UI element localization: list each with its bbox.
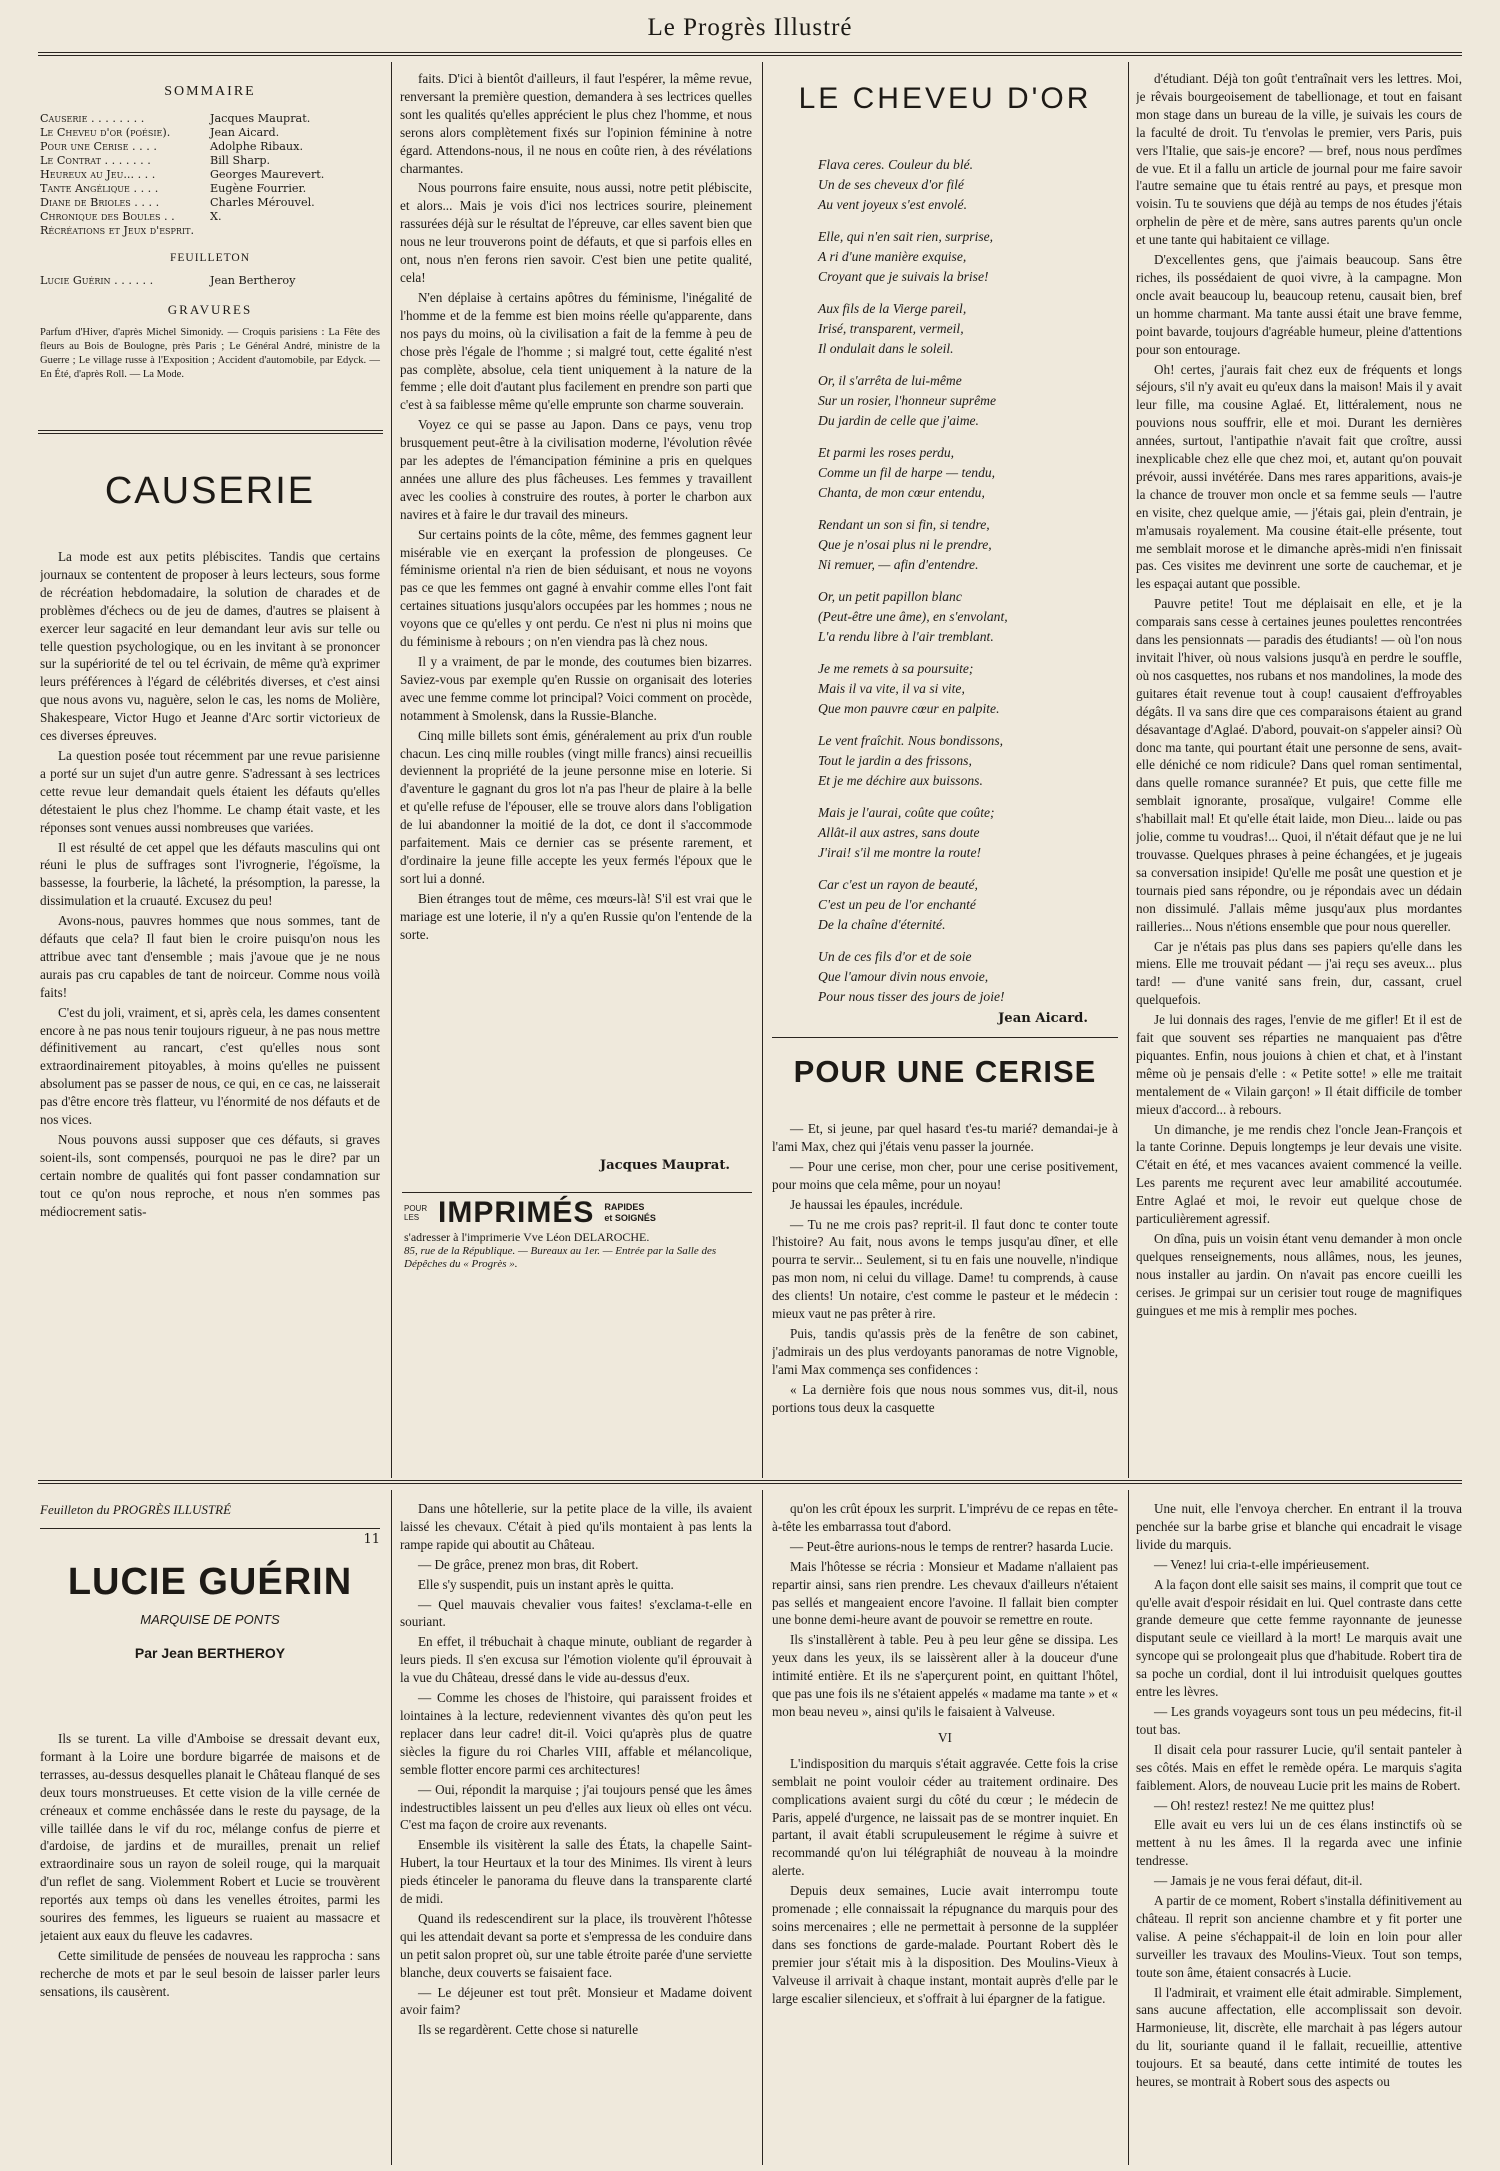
- sommaire-entry: Causerie . . . . . . . . Jacques Mauprat.: [40, 112, 311, 125]
- poem-line: Que je n'osai plus ni le prendre,: [818, 537, 992, 552]
- poem-line: Que l'amour divin nous envoie,: [818, 969, 989, 984]
- paragraph: d'étudiant. Déjà ton goût t'entraînait vers les lettres. Moi, je rêvais bourgeoisement de tabellionage, et tout en faisant mon stage dans un bureau de la ville, je suivais les cours de la faculté de droit. Tu t'envolas le premier, vers Paris, puis vers l'Italie, que sais-je encore? — bref, nous nous perdîmes de vue. Et il a fallu un article de journal pour me faire savoir l'autre semaine que tu étais rentré au pays, et presque mon voisin. Tu te souviens que déjà au temps de nos études j'étais orphelin de père et de mère, sans autres parents qu'un oncle et une tante qui habitaient ce village.: [1136, 71, 1462, 248]
- paragraph: Nous pouvons aussi supposer que ces défauts, si graves soient-ils, sont compensés, pourquoi ne pas le dire? par un certain nombre de qualités qui font passer condamnation sur tout ce qu'on nous reproche, et nous n'en sommes pas médiocrement satis-: [40, 1132, 380, 1219]
- column-rule: [762, 62, 763, 1478]
- paragraph: — Jamais je ne vous ferai défaut, dit-il.: [1154, 1873, 1363, 1889]
- poem-line: Du jardin de celle que j'aime.: [818, 413, 979, 428]
- paragraph: Ensemble ils visitèrent la salle des États, la chapelle Saint-Hubert, la tour Heurtaux et la tour des Minimes. Ils virent à leurs pieds étinceler le panorama du fleuve dans la transparente clarté de midi.: [400, 1837, 752, 1907]
- sommaire-title: SOMMAIRE: [164, 84, 256, 99]
- poem-line: Or, un petit papillon blanc: [818, 589, 962, 604]
- feuilleton-label: Feuilleton du PROGRÈS ILLUSTRÉ: [40, 1502, 232, 1517]
- paragraph: — Les grands voyageurs sont tous un peu médecins, fit-il tout bas.: [1136, 1703, 1462, 1737]
- poem-line: Au vent joyeux s'est envolé.: [818, 197, 967, 212]
- paragraph: Oh! certes, j'aurais fait chez eux de fréquents et longs séjours, s'il n'y avait eu qu'eux dans la maison! Mais il y avait leur fille, ma cousine Aglaé. Et, littéralement, nous ne pouvions nous souffrir, elle et moi. Durant les dernières années, surtout, l'antipathie n'avait fait que croître, aussi inexplicable chez elle que chez moi, et, autant qu'on pouvait prévoir, aussi invétérée. Dans mes rares apparitions, avais-je la chance de trouver mon oncle et sa femme seuls — l'autre en visite, chez quelque amie, — j'étais gai, plein d'entrain, je m'amusais royalement. Ma cousine était-elle présente, tout me semblait morose et le dimanche après-midi n'en finissait pas. Ces visites me devinrent une sorte de cauchemar, et je les espaçai autant que possible.: [1136, 361, 1462, 592]
- paragraph: N'en déplaise à certains apôtres du féminisme, l'inégalité de l'homme et de la femme est bien moins réelle qu'apparente, dans nos pays du moins, où la civilisation a fait de la femme à peu de chose près l'égale de l'homme ; si malgré tout, cette égalité n'est pas complète, absolue, cela tient uniquement à la nature de la femme ; elle doit d'autant plus facilement en prendre son parti que c'est à sa faiblesse même qu'elle emprunte son charme souverain.: [400, 289, 752, 413]
- poem-line: Car c'est un rayon de beauté,: [818, 877, 978, 892]
- sommaire: [40, 84, 380, 382]
- paragraph: D'excellentes gens, que j'aimais beaucoup. Sans être riches, ils possédaient de quoi vivre, à la campagne. Mon oncle avait beaucoup lu, beaucoup retenu, causait bien, bref un homme charmant. Ma tante aussi était une brave femme, point bavarde, toujours d'agréable humeur, pleine d'attentions pour son entourage.: [1136, 252, 1462, 357]
- paragraph: — Et, si jeune, par quel hasard t'es-tu marié? demandai-je à l'ami Max, chez qui j'étais venu passer la journée.: [772, 1121, 1118, 1154]
- poem-title: LE CHEVEU D'OR: [798, 82, 1092, 115]
- feuilleton-entry: Lucie Guérin . . . . . . Jean Bertheroy: [40, 274, 296, 287]
- sommaire-entry: Le Contrat . . . . . . . Bill Sharp.: [40, 154, 271, 167]
- sommaire-entry: Chronique des Boules . . X.: [40, 210, 222, 223]
- paragraph: faits. D'ici à bientôt d'ailleurs, il faut l'espérer, la même revue, renversant la première question, demandera à ses lectrices quelles sont les qualités qu'elles apprécient le plus chez l'homme, et nous serons alors complètement fixés sur l'opinion féminine à notre égard. Attendons-nous, il ne nous en coûte rien, à des révélations charmantes.: [400, 71, 752, 176]
- poem-line: Un de ses cheveux d'or filé: [818, 177, 964, 192]
- poem-line: Mais il va vite, il va si vite,: [818, 681, 965, 696]
- paragraph: Nous pourrons faire ensuite, nous aussi, notre petit plébiscite, et alors... Mais je vois d'ici nos lectrices sourire, pleinement rassurées déjà sur le résultat de l'épreuve, car elles savent bien que nous ne leur trouverons point de défauts, et que si parfois elles en ont, nous n'en ferons rien savoir. C'est bien une petite qualité, cela!: [400, 180, 752, 285]
- feuilleton-header: [40, 1502, 380, 1661]
- poem-stanza: [818, 515, 1118, 575]
- feuilleton-column-1: [40, 1730, 380, 2162]
- poem-header: [772, 82, 1118, 116]
- paragraph: — Tu ne me crois pas? reprit-il. Il faut donc te conter toute l'histoire? Au fait, nous avons le temps jusqu'au dîner, et elle pourra te servir... Seulement, si tu en fais une nouvelle, n'indique pas mon nom, ni celui du village. Dame! tu comprends, à cause des clients! Un notaire, c'est comme le pasteur et le médecin : mieux vaut ne pas prêter à rire.: [772, 1216, 1118, 1322]
- poem-line: Elle, qui n'en sait rien, surprise,: [818, 229, 994, 244]
- poem-line: De la chaîne d'éternité.: [818, 917, 946, 932]
- feuilleton-byline: Par Jean BERTHEROY: [134, 1645, 286, 1661]
- paragraph: Pauvre petite! Tout me déplaisait en elle, et je la comparais sans cesse à certaines jeunes poulettes rencontrées dans les pensionnats — paradis des étudiants! — où l'on nous invitait l'hiver, où nous valsions jusqu'à en perdre le souffle, où nos casquettes, nos rubans et nos mandolines, la mode des guitares était revenue tout à coup! causaient d'effroyables dégâts. Il va sans dire que ces comparaisons étaient au grand désavantage d'Aglaé. D'abord, pouvait-on s'appeler ainsi? Où donc ma tante, qui pourtant était une personne de sens, avait-elle déniché ce nom ridicule? Dans quel roman sentimental, dans quelle romance surannée? Et puis, que cette fille me semblait ignorante, prosaïque, vulgaire! Comme elle s'habillait mal! Et qu'elle était laide, mon Dieu... laide ou pas jolie, comme tu voudras!... Quoi, il n'était défaut que je ne lui trouvasse. Quelques phrases à peine échangées, et je jugeais sa conversation insipide! Qu'elle me posât une question et je tournais pied sans répondre, ou je répondais avec un dédain non dissimulé. J'allais même jusqu'aux plus mordantes railleries... Nous n'étions ensemble que pour nous quereller.: [1136, 596, 1462, 934]
- paragraph: En effet, il trébuchait à chaque minute, oubliant de regarder à leurs pieds. Il s'en excusa sur l'émotion violente qu'il éprouvait à la vue du Château, dressé dans le vide au-dessus d'eux.: [400, 1634, 752, 1686]
- gravures-heading: GRAVURES: [167, 302, 253, 317]
- poem-line: Et parmi les roses perdu,: [818, 445, 955, 460]
- poem-stanza: [818, 803, 1118, 863]
- sommaire-entry: Récréations et Jeux d'esprit.: [40, 224, 194, 237]
- feuilleton-heading: FEUILLETON: [169, 252, 251, 264]
- paragraph: Je lui donnais des rages, l'envie de me gifler! Et il est de fait que souvent ses réparties ne manquaient pas d'être piquantes. Enfin, nous jouions à chien et chat, et à l'instant même où je pensais d'elle : « Petite sotte! » elle me traitait mentalement de « Vilain garçon! » Il était difficile de tomber mieux d'accord... à rebours.: [1136, 1012, 1462, 1117]
- paragraph: — Quel mauvais chevalier vous faites! s'exclama-t-elle en souriant.: [400, 1596, 752, 1630]
- poem-rule: [772, 1037, 1118, 1038]
- paragraph: Avons-nous, pauvres hommes que nous sommes, tant de défauts que cela? Il faut bien le croire puisqu'on nous les attribue avec tant d'ensemble ; mais j'avoue que je ne nous aurais pas cru capables de tant de noirceur. Comme nous voilà faits!: [40, 913, 380, 1000]
- paragraph: Elle avait eu vers lui un de ces élans instinctifs où se mettent à nu les âmes. Il la regarda avec une infinie tendresse.: [1136, 1817, 1462, 1869]
- poem-line: Pour nous tisser des jours de joie!: [818, 989, 1005, 1004]
- paragraph: Il disait cela pour rassurer Lucie, qu'il sentait panteler à ses côtés. Mais en effet le remède opéra. Le marquis s'agita faiblement. Alors, de nouveau Lucie prit les mains de Robert.: [1136, 1741, 1462, 1793]
- paragraph: Depuis deux semaines, Lucie avait interrompu toute promenade ; elle connaissait la répugnance du marquis pour des soins mercenaires ; elle ne permettait à personne de la suppléer dans ses fonctions de garde-malade. Pourtant Robert dès le premier jour s'était mis à la disposition. Des Moulins-Vieux à Valveuse il arrivait à chaque instant, montait auprès d'elle par le large escalier silencieux, et s'offrait à lui épargner de la fatigue.: [772, 1883, 1118, 2006]
- causerie-header: [40, 470, 380, 513]
- paragraph: Ils se turent. La ville d'Amboise se dressait devant eux, formant à la Loire une bordure bigarrée de maisons et de terrasses, au-dessus desquelles planait le Château flanqué de ses deux tours monstrueuses. Et cette vision de la ville cernée de créneaux et comme enchâssée dans le reste du paysage, de la ville taillée dans le vif du roc, mélange confus de pierre et d'ardoise, de jardins et de murailles, prenait un relief extraordinaire sous un rayon de soleil rouge, qui la marquait d'un reflet de sang. Violemment Robert et Lucie se trouvèrent reportés aux temps où dans les venelles étroites, parmi les sourires des femmes, les ligueurs se ruaient au massacre et jetaient aux eaux du fleuve les cadavres.: [40, 1731, 380, 1943]
- paragraph: La mode est aux petits plébiscites. Tandis que certains journaux se contentent de proposer à leurs lecteurs, sous forme de récréation hebdomadaire, la solution de charades et de problèmes d'échecs ou de jeu de dames, d'autres se plaisent à exercer leur sagacité en leur demandant leur avis sur telle ou telle question psychologique, ou en les invitant à se prononcer sur la supériorité de tel ou tel écrivain, de même qu'à exprimer leurs préférences à l'égard de célébrités diverses, et c'est ainsi que nous avons vu, naguère, selon le cas, les noms de Molière, Shakespeare, Victor Hugo et Jeanne d'Arc sortir victorieux de ces diverses épreuves.: [40, 549, 380, 744]
- causerie-column-1: [40, 548, 380, 1393]
- sommaire-entry: Tante Angélique . . . . Eugène Fourrier.: [40, 182, 307, 195]
- paragraph: Quand ils redescendirent sur la place, ils trouvèrent l'hôtesse qui les attendait devant sa porte et s'empressa de les conduire dans un petit salon propret où, sur une table étroite parée d'une serviette blanche, deux couverts se faisaient face.: [400, 1910, 752, 1980]
- poem-line: J'irai! s'il me montre la route!: [818, 845, 981, 860]
- poem-line: Mais je l'aurai, coûte que coûte;: [818, 805, 995, 820]
- poem-stanza: [818, 371, 1118, 431]
- poem-signature: Jean Aicard.: [998, 1011, 1088, 1026]
- paragraph: Je haussai les épaules, incrédule.: [790, 1196, 963, 1212]
- gravures-list: Parfum d'Hiver, d'après Michel Simonidy. — Croquis parisiens : La Fête des fleurs au Bois de Boulogne, près Paris ; Le Général André, ministre de la Guerre ; Le village russe à l'Exposition ; Accident d'automobile, par Edyck. — En Été, d'après Roll. — La Mode.: [40, 327, 380, 380]
- poem-line: Sur un rosier, l'honneur suprême: [818, 393, 996, 408]
- paragraph: Une nuit, elle l'envoya chercher. En entrant il la trouva penchée sur la barbe grise et blanche qui encadrait le visage livide du marquis.: [1136, 1501, 1462, 1552]
- sommaire-entry: Pour une Cerise . . . . Adolphe Ribaux.: [40, 140, 304, 153]
- poem-stanza: [818, 731, 1118, 791]
- column-rule: [762, 1490, 763, 2165]
- masthead-rule: [38, 52, 1462, 56]
- causerie-title: CAUSERIE: [104, 470, 316, 512]
- poem-line: Ni remuer, — afin d'entendre.: [818, 557, 979, 572]
- paragraph: Bien étranges tout de même, ces mœurs-là! S'il est vrai que le mariage est une loterie, il n'y a qu'en Russie qu'on l'entende de la sorte.: [400, 890, 752, 942]
- sommaire-entry: Diane de Brioles . . . . Charles Mérouvel.: [40, 196, 315, 209]
- ad-rule-top: [402, 1192, 752, 1193]
- paragraph: Voyez ce qui se passe au Japon. Dans ce pays, venu trop brusquement peut-être à la civilisation moderne, l'évolution rêvée par les adeptes de l'émancipation féminine a pris en quelques années une allure des plus fâcheuses. Les femmes y travaillent avec les coolies à construire des routes, à porter le charbon aux navires et à faire le dur travail des mineurs.: [400, 417, 752, 522]
- column-rule: [1128, 62, 1129, 1478]
- paragraph: — Le déjeuner est tout prêt. Monsieur et Madame doivent avoir faim?: [400, 1984, 752, 2018]
- poem-line: Croyant que je suivais la brise!: [818, 269, 989, 284]
- paragraph: L'indisposition du marquis s'était aggravée. Cette fois la crise semblait ne point vouloir céder au traitement ordinaire. Des complications avaient surgi du côté du cœur ; le médecin de Paris, appelé d'urgence, ne laissait pas de se montrer inquiet. En partant, il avait établi scrupuleusement le régime à suivre et recommandé qu'on lui télégraphiât de nouveau à la moindre alerte.: [772, 1755, 1118, 1879]
- poem-line: L'a rendu libre à l'air tremblant.: [818, 629, 994, 644]
- poem-line: Rendant un son si fin, si tendre,: [818, 517, 990, 532]
- cerise-column-2: [1136, 70, 1462, 1470]
- paragraph: A la façon dont elle saisit ses mains, il comprit que tout ce qu'elle avait d'espoir résidait en lui. Quel contraste dans cette grande demeure que cette femme rayonnante de jeunesse disputant seule ce vieillard à la mort! Le marquis avait une syncope qui se prolongeait plus que d'habitude. Robert tira de sa poche un cordial, dont il lui introduisit quelques gouttes entre les lèvres.: [1136, 1576, 1462, 1700]
- cerise-title: POUR UNE CERISE: [793, 1054, 1097, 1089]
- ad-headline: IMPRIMÉS: [438, 1196, 595, 1229]
- paragraph: Dans une hôtellerie, sur la petite place de la ville, ils avaient laissé les chevaux. C'était à pied qu'ils montaient à pas lents la rampe rapide qui aboutit au Château.: [400, 1501, 752, 1552]
- printing-advertisement: POUR LES IMPRIMÉS RAPIDES et SOIGNÉS s'adresser à l'imprimerie Vve Léon DELAROCHE. 85, rue de la République. — Bureaux au 1er. — Entrée par la Salle des Dépêches du « Progrès ».: [404, 1196, 717, 1270]
- paragraph: Mais l'hôtesse se récria : Monsieur et Madame n'allaient pas repartir ainsi, sans rien prendre. Les chevaux d'ailleurs n'étaient pas sellés et mangeaient encore l'avoine. Il fallait bien compter une bonne demi-heure avant de pouvoir se remettre en route.: [772, 1558, 1118, 1628]
- poem-line: Un de ces fils d'or et de soie: [818, 949, 972, 964]
- sommaire-list: [40, 112, 380, 238]
- paragraph: — Venez! lui cria-t-elle impérieusement.: [1154, 1556, 1370, 1572]
- paragraph: Car je n'étais pas plus dans ses papiers qu'elle dans les miens. Elle me trouvait pédant — j'ai reçu ses aveux... plus tard! — d'une vanité sans frein, dur, cassant, cruel quelquefois.: [1136, 938, 1462, 1008]
- poem-line: Je me remets à sa poursuite;: [818, 661, 974, 676]
- sommaire-rule: [38, 430, 383, 434]
- masthead: [0, 0, 1500, 60]
- paragraph: — Peut-être aurions-nous le temps de rentrer? hasarda Lucie.: [790, 1538, 1114, 1554]
- section-number: VI: [938, 1729, 952, 1745]
- paragraph: Puis, tandis qu'assis près de la fenêtre de son cabinet, j'admirais un des plus verdoyants panoramas de notre Vignoble, l'ami Max commença ses confidences :: [772, 1325, 1118, 1377]
- sommaire-entry: Le Cheveu d'or (poésie). Jean Aicard.: [40, 126, 280, 139]
- paragraph: — De grâce, prenez mon bras, dit Robert.: [418, 1556, 639, 1572]
- paragraph: Il est résulté de cet appel que les défauts masculins qui ont réuni le plus de suffrages sont l'ivrognerie, l'égoïsme, la bassesse, la fourberie, la lâcheté, la présomption, la paresse, la dissimulation et la cruauté. Excusez du peu!: [40, 839, 380, 909]
- paragraph: Cinq mille billets sont émis, généralement au prix d'un rouble chacun. Les cinq mille roubles (vingt mille francs) ainsi recueillis deviennent la propriété de la jeune personne mise en loterie. Si d'aventure le gagnant du gros lot n'a pas l'heur de plaire à la belle et qu'elle refuse de l'épouser, elle se trouve alors dans l'obligation de lui abandonner la moitié de la dot, ce dont il s'accommode parfaitement. Mais ce dernier cas se présente rarement, et d'ordinaire la jeune fille accepte les yeux fermés l'époux que le sort lui a donné.: [400, 727, 752, 886]
- poem-stanza: [818, 443, 1118, 503]
- column-rule: [391, 62, 392, 1478]
- poem-line: Or, il s'arrêta de lui-même: [818, 373, 962, 388]
- feuilleton-column-4: [1136, 1500, 1462, 2162]
- poem-stanza: [818, 227, 1118, 287]
- poem-line: Il ondulait dans le soleil.: [818, 341, 954, 356]
- sommaire-entry: Heureux au Jeu... . . . Georges Maurevert.: [40, 168, 325, 181]
- poem-stanza: [818, 155, 1118, 215]
- poem-body: [818, 155, 1118, 1019]
- poem-stanza: [818, 299, 1118, 359]
- paragraph: Cette similitude de pensées de nouveau les rapprocha : sans recherche de mots et par le seul besoin de laisser parler leurs sensations, ils causèrent.: [40, 1947, 380, 1999]
- paragraph: — Oui, répondit la marquise ; j'ai toujours pensé que les âmes indestructibles laissent un peu d'elles aux lieux où elles ont vécu. C'est ma façon de croire aux revenants.: [400, 1781, 752, 1833]
- poem-line: Aux fils de la Vierge pareil,: [818, 301, 967, 316]
- causerie-signature: Jacques Mauprat.: [599, 1158, 730, 1173]
- poem-line: A ri d'une manière exquise,: [818, 249, 967, 264]
- feuilleton-rule: [38, 1480, 1462, 1484]
- feuilleton-number: 11: [363, 1532, 380, 1547]
- poem-stanza: [818, 587, 1118, 647]
- column-rule: [391, 1490, 392, 2165]
- paragraph: — Oh! restez! restez! Ne me quittez plus!: [1154, 1797, 1375, 1813]
- paragraph: — Comme les choses de l'histoire, qui paraissent froides et lointaines à la lecture, redeviennent vivantes dès qu'on peut les replacer dans leur cadre! dit-il. Voici qu'après plus de quatre siècles la figure du roi Charles VIII, affable et mélancolique, semble flotter encore parmi ces architectures!: [400, 1690, 752, 1777]
- paragraph: La question posée tout récemment par une revue parisienne a porté sur un sujet d'un autre genre. S'adressant à ses lectrices cette revue leur demandait quels étaient les défauts qu'elles détestaient le plus chez l'homme. Le champ était vaste, et les réponses sont venues aussi nombreuses que variées.: [40, 747, 380, 835]
- poem-stanza: [818, 947, 1118, 1007]
- feuilleton-subtitle: MARQUISE DE PONTS: [140, 1612, 280, 1627]
- poem-stanza: [818, 875, 1118, 935]
- poem-line: Allât-il aux astres, sans doute: [818, 825, 980, 840]
- feuilleton-title: LUCIE GUÉRIN: [67, 1561, 353, 1603]
- poem-line: Que mon pauvre cœur en palpite.: [818, 701, 1000, 716]
- poem-line: Flava ceres. Couleur du blé.: [818, 157, 974, 172]
- paragraph: Il y a vraiment, de par le monde, des coutumes bien bizarres. Saviez-vous par exemple qu'en Russie on organisait des loteries avec une femme comme lot principal? Voici comment on procède, notamment à Smolensk, dans la Russie-Blanche.: [400, 654, 752, 723]
- masthead-title: Le Progrès Illustré: [647, 14, 853, 41]
- paragraph: — Pour une cerise, mon cher, pour une cerise positivement, pour moins que cela même, pour un noyau!: [772, 1158, 1118, 1192]
- paragraph: Il l'admirait, et vraiment elle était admirable. Simplement, sans aucune affectation, elle accomplissait son devoir. Harmonieuse, lit, discrète, elle marchait à pas légers autour du lit, souriante quand il le fallait, recueillie, attentive toujours. Et sa beauté, dans cette intimité de toutes les heures, se montrait à Robert sous des aspects ou: [1136, 1984, 1462, 2090]
- paragraph: « La dernière fois que nous nous sommes vus, dit-il, nous portions tous deux la casquette: [772, 1381, 1118, 1415]
- feuilleton-column-2: [400, 1500, 752, 2162]
- poem-line: Et je me déchire aux buissons.: [818, 773, 983, 788]
- paragraph: Un dimanche, je me rendis chez l'oncle Jean-François et la tante Corinne. Depuis longtemps je leur devais une visite. C'était en été, et mes vacances avaient commencé la veille. Les parents me reçurent avec leur amabilité accoutumée. Entre Aglaé et moi, le revoir eut quelque chose de particulièrement agressif.: [1136, 1121, 1462, 1227]
- poem-line: C'est un peu de l'or enchanté: [818, 897, 976, 912]
- paragraph: C'est du joli, vraiment, et si, après cela, les dames consentent encore à ne pas nous tenir toujours rigueur, à ne pas nous mettre définitivement au rancart, c'est qu'elles nous sont extraordinairement pitoyables, à moins qu'elles ne puissent absolument pas se passer de nous, ce qui, en ce cas, ne laisserait pas d'être encore très flatteur, vu l'énormité de nos défauts et de nos vices.: [40, 1004, 380, 1128]
- paragraph: On dîna, puis un voisin étant venu demander à mon oncle quelques renseignements, nous allâmes, nous, les jeunes, nous installer au jardin. On n'avait pas encore cueilli les cerises. Je grimpai sur un cerisier tout rouge de magnifiques guingues et me mis à remplir mes poches.: [1136, 1231, 1462, 1318]
- paragraph: qu'on les crût époux les surprit. L'imprévu de ce repas en tête-à-tête les embarrassa tout d'abord.: [772, 1501, 1118, 1534]
- poem-line: Le vent fraîchit. Nous bondissons,: [818, 733, 1004, 748]
- poem-line: Chanta, de mon cœur entendu,: [818, 485, 985, 500]
- paragraph: Sur certains points de la côte, même, des femmes gagnent leur misérable vie en exerçant la profession de plongeuses. Ce féminisme oriental n'a rien de bien séduisant, et nous ne voyons pas ce que les femmes ont gagné à envahir comme elles l'ont fait certaines situations jusqu'alors occupées par les hommes ; nous ne voyons que ce qu'elles y ont perdu. Ce n'est ni plus ni moins que du féminisme à rebours ; on n'en viendra pas là chez nous.: [400, 526, 752, 650]
- poem-stanza: [818, 659, 1118, 719]
- paragraph: Ils se regardèrent. Cette chose si naturelle: [418, 2022, 639, 2038]
- poem-line: Irisé, transparent, vermeil,: [818, 321, 964, 336]
- cerise-column-1: [772, 1120, 1118, 1470]
- poem-line: Comme un fil de harpe — tendu,: [818, 465, 996, 480]
- column-rule: [1128, 1490, 1129, 2165]
- cerise-header: [772, 1054, 1118, 1090]
- poem-line: Tout le jardin a des frissons,: [818, 753, 972, 768]
- causerie-column-2: [400, 70, 752, 1150]
- paragraph: Ils s'installèrent à table. Peu à peu leur gêne se dissipa. Les yeux dans les yeux, ils se laissèrent aller à la douceur d'une intimité entière. Et ils ne s'aperçurent point, en quittant l'hôtel, que pas une fois ils ne s'étaient appelés « madame ma tante » et « mon beau neveu », ainsi qu'ils le faisaient à Valveuse.: [772, 1632, 1118, 1719]
- paragraph: Elle s'y suspendit, puis un instant après le quitta.: [418, 1576, 674, 1592]
- paragraph: A partir de ce moment, Robert s'installa définitivement au château. Il reprit son ancienne chambre et y fit porter une valise. A peine s'échappait-il de loin en loin pour aller surveiller les travaux des Moulins-Vieux. Tout son temps, toute son âme, étaient consacrés à Lucie.: [1136, 1893, 1462, 1980]
- poem-line: (Peut-être une âme), en s'envolant,: [818, 609, 1008, 624]
- feuilleton-column-3: [772, 1500, 1118, 2162]
